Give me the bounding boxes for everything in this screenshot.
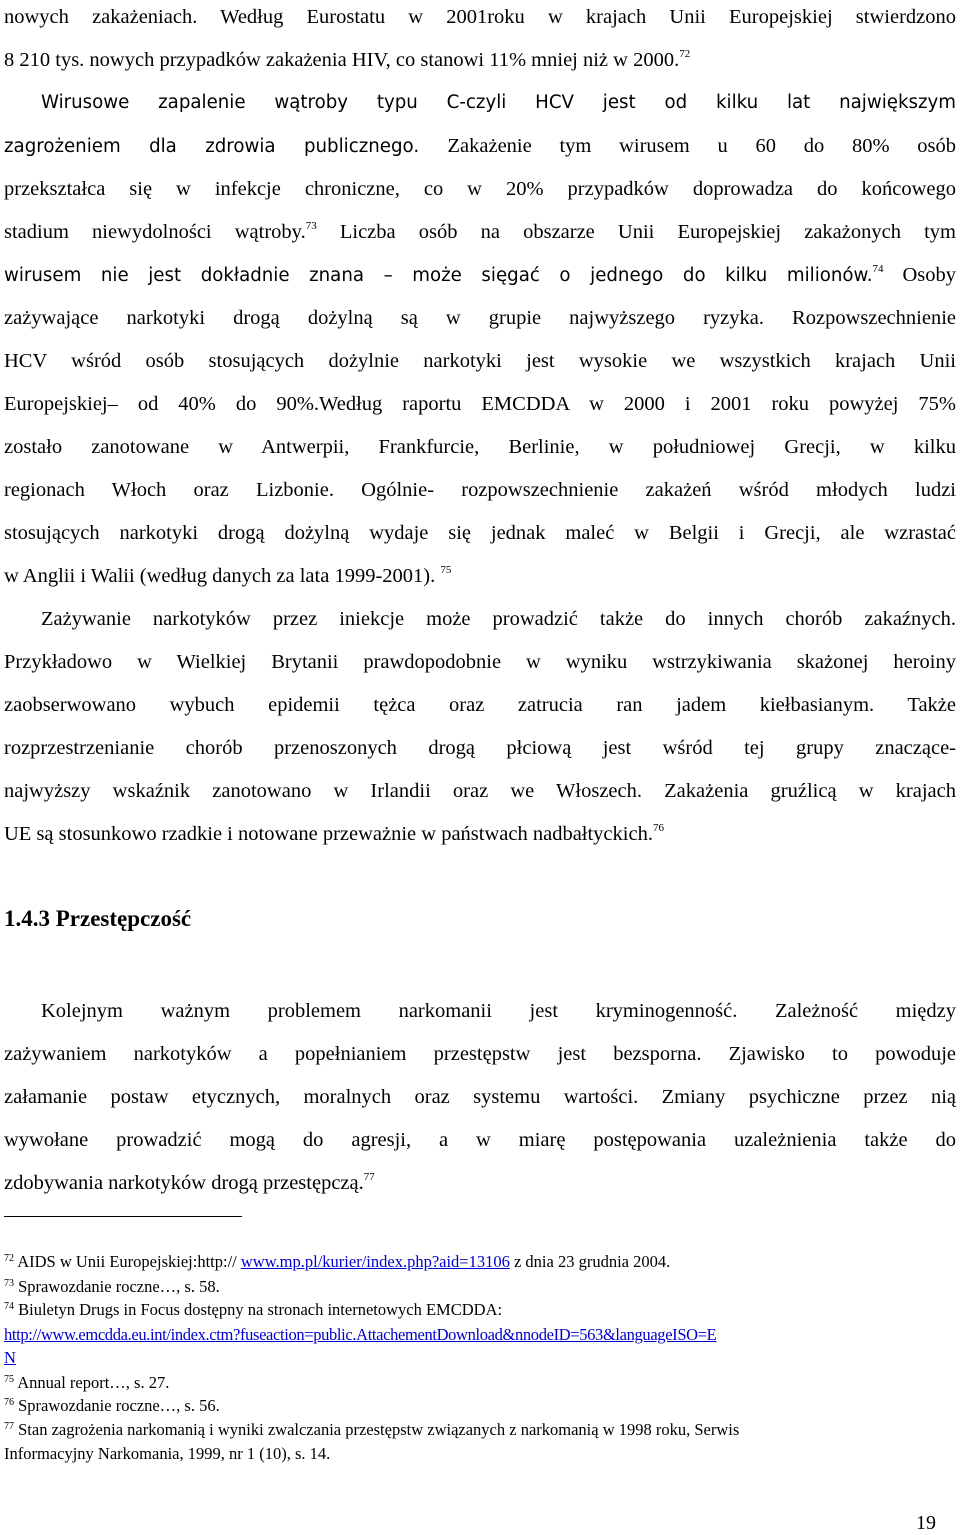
footnote-separator [4, 1216, 242, 1217]
text-line: w Anglii i Walii (według danych za lata 1999-2001). $^{75}$ [4, 564, 452, 587]
text-line: zostało zanotowane w Antwerpii, Frankfurcie, Berlinie, w południowej Grecji, w kilku [4, 436, 956, 458]
text-line: Zażywanie narkotyków przez iniekcje może prowadzić także do innych chorób zakaźnych. [41, 608, 956, 630]
footnote-ref: 72 [679, 48, 691, 60]
text-line: zażywaniem narkotyków a popełnianiem przestępstw jest bezsporna. Zjawisko to powoduje [4, 1043, 956, 1065]
footnote-number: 73 [4, 1278, 14, 1289]
footnote: $^{73}$ Sprawozdanie roczne…, s. 58. [4, 1277, 220, 1296]
footnote: $^{77}$ Stan zagrożenia narkomanią i wyniki zwalczania przestępstw związanych z narkomanią w 1998 roku, Serwis [4, 1420, 740, 1439]
footnote [4, 1348, 956, 1368]
footnote-number: 74 [4, 1301, 14, 1312]
footnote: $^{75}$ Annual report…, s. 27. [4, 1373, 170, 1392]
footnote [4, 1325, 956, 1345]
text-line: stosujących narkotyki drogą dożylną wydaje się jednak maleć w Belgii i Grecji, ale wzrastać [4, 522, 956, 544]
text-line: regionach Włoch oraz Lizbonie. Ogólnie- rozpowszechnienie zakażeń wśród młodych ludzi [4, 479, 956, 501]
text-line: 8 210 tys. nowych przypadków zakażenia HIV, co stanowi 11% mniej niż w 2000.72 [4, 48, 691, 71]
text-line: nowych zakażeniach. Według Eurostatu w 2001roku w krajach Unii Europejskiej stwierdzono [4, 6, 956, 28]
footnote-ref: 75 [440, 564, 452, 576]
text-line: UE są stosunkowo rzadkie i notowane przeważnie w państwach nadbałtyckich.$^{76}$ [4, 822, 664, 845]
footnote-number: 75 [4, 1374, 14, 1385]
page-number: 19 [916, 1512, 936, 1534]
footnote-link[interactable]: www.mp.pl/kurier/index.php?aid=13106 [240, 1252, 510, 1271]
text-line: HCV wśród osób stosujących dożylnie narkotyki jest wysokie we wszystkich krajach Unii [4, 350, 956, 372]
text-line: wirusem nie jest dokładnie znana – może sięgać o jednego do kilku milionów.$^{74}$ Osoby [4, 263, 956, 286]
text-line: przekształca się w infekcje chroniczne, co w 20% przypadków doprowadza do końcowego [4, 178, 956, 200]
footnote-ref: 73 [305, 220, 317, 232]
text-line: zażywające narkotyki drogą dożylną są w grupie najwyższego ryzyka. Rozpowszechnienie [4, 307, 956, 329]
footnote: $^{76}$ Sprawozdanie roczne…, s. 56. [4, 1396, 220, 1415]
text-line: załamanie postaw etycznych, moralnych oraz systemu wartości. Zmiany psychiczne przez nią [4, 1086, 956, 1108]
text-line: Europejskiej– od 40% do 90%.Według raportu EMCDDA w 2000 i 2001 roku powyżej 75% [4, 393, 956, 415]
footnote-ref: 77 [363, 1171, 375, 1183]
section-heading: 1.4.3 Przestępczość [4, 906, 192, 931]
footnote: $^{74}$ Biuletyn Drugs in Focus dostępny na stronach internetowych EMCDDA: [4, 1300, 503, 1319]
text-line: Przykładowo w Wielkiej Brytanii prawdopodobnie w wyniku wstrzykiwania skażonej heroiny [4, 651, 956, 673]
text-line: wywołane prowadzić mogą do agresji, a w miarę postępowania uzależnienia także do [4, 1129, 956, 1151]
footnote-number: 76 [4, 1397, 14, 1408]
footnote: Informacyjny Narkomania, 1999, nr 1 (10), s. 14. [4, 1444, 331, 1463]
text-line: Wirusowe zapalenie wątroby typu C-czyli HCV jest od kilku lat największym [41, 92, 956, 113]
footnote-ref: 74 [872, 263, 884, 275]
text-line: Kolejnym ważnym problemem narkomanii jest kryminogenność. Zależność między [41, 1000, 956, 1022]
footnote-link[interactable]: N [4, 1348, 16, 1367]
text-line: najwyższy wskaźnik zanotowano w Irlandii oraz we Włoszech. Zakażenia gruźlicą w krajach [4, 780, 956, 802]
footnote: $^{72}$ AIDS w Unii Europejskiej:http:// www.mp.pl/kurier/index.php?aid=13106 z dnia 23 grudnia 2004. [4, 1252, 671, 1271]
footnote-ref: 76 [652, 822, 664, 834]
footnote-number: 77 [4, 1421, 14, 1432]
footnote-link[interactable]: http://www.emcdda.eu.int/index.ctm?fuseaction=public.AttachementDownload&nnodeID=563&languageISO=E [4, 1325, 717, 1344]
text-line: stadium niewydolności wątroby.$^{73}$ Liczba osób na obszarze Unii Europejskiej zakażonych tym [4, 220, 957, 243]
text-line: zagrożeniem dla zdrowia publicznego. Zakażenie tym wirusem u 60 do 80% osób [4, 135, 956, 157]
text-line: zdobywania narkotyków drogą przestępczą.$^{77}$ [4, 1171, 375, 1194]
text-line: rozprzestrzenianie chorób przenoszonych drogą płciową jest wśród tej grupy znaczące- [4, 737, 956, 759]
footnote-number: 72 [4, 1253, 14, 1264]
text-line: zaobserwowano wybuch epidemii tężca oraz zatrucia ran jadem kiełbasianym. Także [4, 694, 956, 716]
